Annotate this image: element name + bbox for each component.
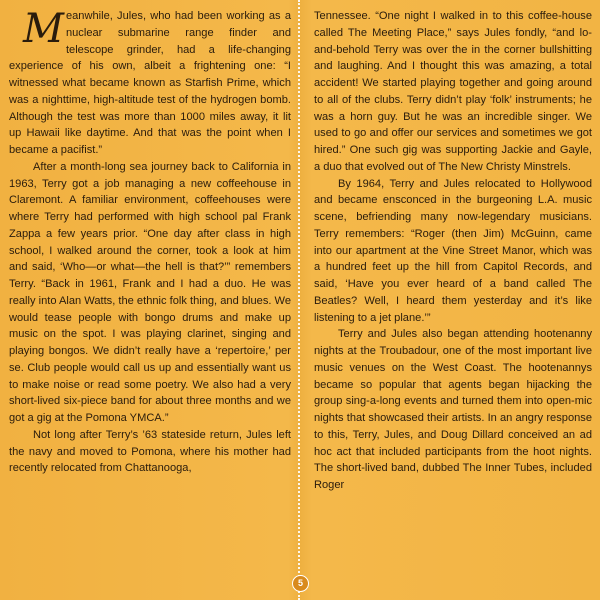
center-fold-dotted-line xyxy=(298,0,304,600)
paragraph-2: After a month-long sea journey back to California in 1963, Terry got a job managing a new coffeehouse in Claremont. A familiar environment, coffeehouses were where Terry had performed with high school pal Frank Zappa a few years prior. “One day after class in high school, I walked around the corner, took a look at him and said, ‘Who—or what—the hell is that?’” remembers Terry. “Back in 1961, Frank and I had a duo. He was really into Alan Watts, the ethnic folk thing, and blues. We would tease people with bongo drums and make up music on the spot. I was playing clarinet, singing and playing bongos. We didn’t really have a ‘repertoire,’ per se. Club people would call us up and essentially want us to make noise or read some poetry. We also had a very short-lived six-piece band for about three months and we got a gig at the Pomona YMCA.” xyxy=(9,160,291,424)
right-text-column xyxy=(314,8,592,494)
paragraph-4: Tennessee. “One night I walked in to this coffee-house called The Meeting Place,” says Jules fondly, “and lo-and-behold Terry was over the in the corner bullshitting and laughing. And I thought this was amazing, a total accident! We started playing together and going around to all of the clubs. Terry didn’t play ‘folk’ instruments; he was a horn guy. But he was an incredible singer. We used to go and offer our services and sometimes we got hired.” One such gig was supporting Jackie and Gayle, a duo that evolved out of The New Christy Minstrels. xyxy=(314,10,592,173)
page-number-badge: 5 xyxy=(292,575,309,592)
paragraph-3: Not long after Terry’s ’63 stateside return, Jules left the navy and moved to Pomona, where his mother had recently relocated from Chattanooga, xyxy=(9,428,291,475)
paragraph-1 xyxy=(9,8,291,159)
paragraph-5: By 1964, Terry and Jules relocated to Hollywood and became ensconced in the burgeoning L.A. music scene, befriending many now-legendary musicians. Terry remembers: “Roger (then Jim) McGuinn, came into our apartment at the Vine Street Manor, which was a hundred feet up the hill from Capitol Records, and said, ‘Have you ever heard of a band called The Beatles? Well, I heard them yesterday and it’s like listening to a jet plane.’” xyxy=(314,177,592,324)
paragraph-6: Terry and Jules also began attending hootenanny nights at the Troubadour, one of the most important live music venues on the West Coast. The hootenannys became so popular that agents began hijacking the group sing-a-long events and turned them into open-mic nights that showcased their artists. In an angry response to this, Terry, Jules, and Doug Dillard conceived an ad hoc act that included participants from the hoot nights. The short-lived band, dubbed The Inner Tubes, included Roger xyxy=(314,328,592,491)
paragraph-1-text: eanwhile, Jules, who had been working as a nuclear submarine range finder and telescope grinder, had a life-changing experience of his own, albeit a frightening one: “I witnessed what became known as Starfish Prime, which was a nighttime, high-altitude test of the hydrogen bomb. Although the test was more than 1000 miles away, it lit up Hawaii like daytime. And that was the point when I became a pacifist.” xyxy=(9,10,291,156)
left-text-column xyxy=(9,8,291,477)
drop-cap-letter: M xyxy=(23,6,64,52)
